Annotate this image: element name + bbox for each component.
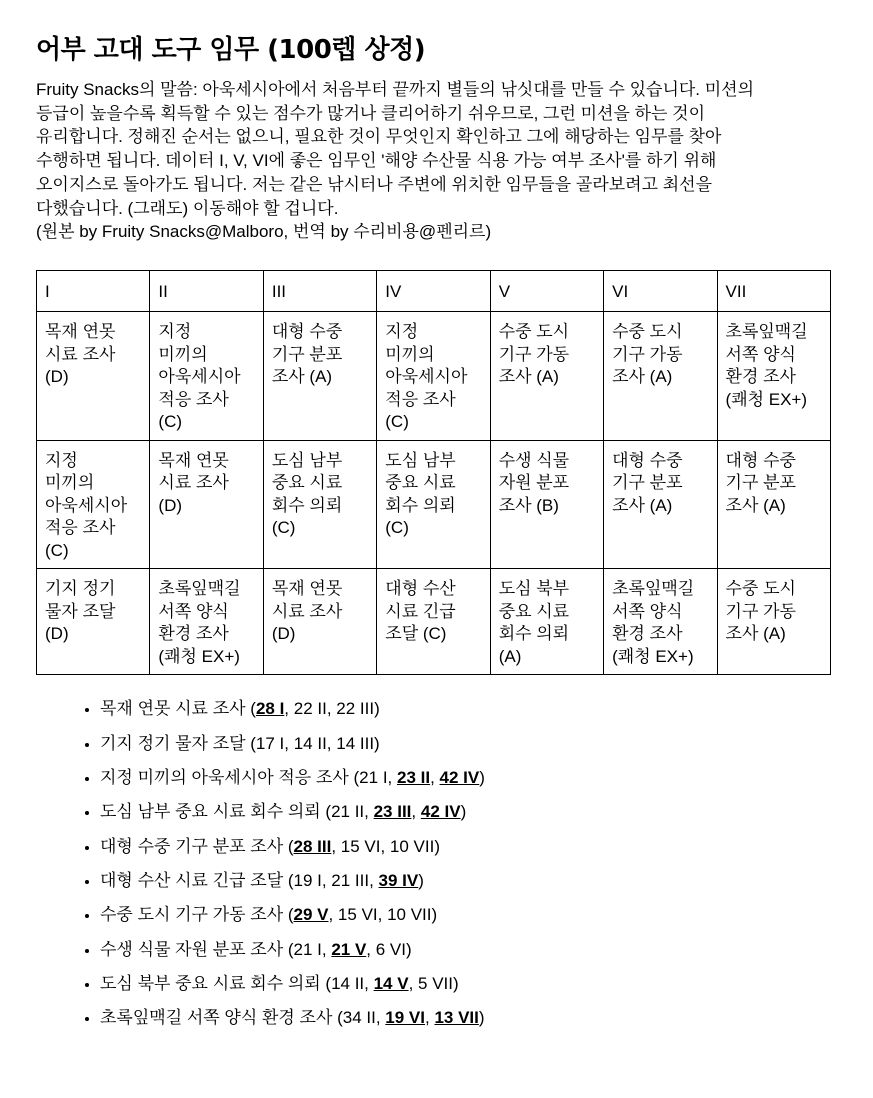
quest-text: 대형 수산 시료 긴급 조달 (19 I, 21 III, bbox=[100, 870, 379, 890]
column-header: V bbox=[490, 270, 603, 312]
list-item bbox=[100, 835, 836, 858]
table-row bbox=[37, 312, 831, 441]
table-row bbox=[37, 440, 831, 569]
list-item bbox=[100, 972, 836, 995]
highlighted-score: 42 IV bbox=[439, 768, 480, 788]
table-cell: 대형 수중 기구 분포 조사 (A) bbox=[604, 440, 717, 569]
intro-line: 수행하면 됩니다. 데이터 I, V, VI에 좋은 임무인 '해양 수산물 식용 가능 여부 조사'를 하기 위해 bbox=[36, 151, 717, 171]
quest-text: ) bbox=[418, 870, 424, 890]
quest-text: 초록잎맥길 서쪽 양식 환경 조사 (34 II, bbox=[100, 1008, 386, 1028]
table-cell: 대형 수산 시료 긴급 조달 (C) bbox=[377, 569, 490, 675]
table-cell: 지정 미끼의 아욱세시아 적응 조사 (C) bbox=[150, 312, 263, 441]
highlighted-score: 23 III bbox=[373, 802, 412, 822]
list-item bbox=[100, 938, 836, 961]
quest-grid-table bbox=[36, 270, 831, 676]
list-item bbox=[100, 869, 836, 892]
table-cell: 기지 정기 물자 조달 (D) bbox=[37, 569, 150, 675]
document-page bbox=[36, 30, 836, 1040]
quest-list bbox=[36, 697, 836, 1029]
credit-line: (원본 by Fruity Snacks@Malboro, 번역 by 수리비용@펜리르) bbox=[36, 222, 492, 242]
highlighted-score: 29 V bbox=[293, 905, 329, 925]
table-cell: 초록잎맥길 서쪽 양식 환경 조사 (쾌청 EX+) bbox=[717, 312, 830, 441]
list-item bbox=[100, 800, 836, 823]
quest-text: , bbox=[425, 1008, 435, 1028]
quest-text: 기지 정기 물자 조달 (17 I, 14 II, 14 III) bbox=[100, 733, 380, 753]
highlighted-score: 23 II bbox=[397, 768, 431, 788]
intro-line: Fruity Snacks의 말씀: 아욱세시아에서 처음부터 끝까지 별들의 낚싯대를 만들 수 있습니다. 미션의 bbox=[36, 80, 754, 99]
quest-text: ) bbox=[479, 768, 485, 788]
intro-line: 등급이 높을수록 획득할 수 있는 점수가 많거나 클리어하기 쉬우므로, 그런 미션을 하는 것이 bbox=[36, 103, 706, 123]
intro-line: 유리합니다. 정해진 순서는 없으니, 필요한 것이 무엇인지 확인하고 그에 해당하는 임무를 찾아 bbox=[36, 127, 722, 147]
table-cell: 도심 남부 중요 시료 회수 의뢰 (C) bbox=[263, 440, 376, 569]
table-cell: 지정 미끼의 아욱세시아 적응 조사 (C) bbox=[377, 312, 490, 441]
table-cell: 목재 연못 시료 조사 (D) bbox=[37, 312, 150, 441]
table-cell: 수중 도시 기구 가동 조사 (A) bbox=[490, 312, 603, 441]
quest-text: 도심 북부 중요 시료 회수 의뢰 (14 II, bbox=[100, 973, 374, 993]
quest-text: 대형 수중 기구 분포 조사 ( bbox=[100, 836, 294, 856]
quest-text: , bbox=[430, 768, 440, 788]
table-cell: 수생 식물 자원 분포 조사 (B) bbox=[490, 440, 603, 569]
table-row bbox=[37, 569, 831, 675]
table-cell: 지정 미끼의 아욱세시아 적응 조사 (C) bbox=[37, 440, 150, 569]
column-header: II bbox=[150, 270, 263, 312]
quest-text: 수생 식물 자원 분포 조사 (21 I, bbox=[100, 939, 332, 959]
list-item bbox=[100, 903, 836, 926]
table-cell: 목재 연못 시료 조사 (D) bbox=[150, 440, 263, 569]
quest-text: , 5 VII) bbox=[408, 973, 459, 993]
highlighted-score: 39 IV bbox=[378, 870, 419, 890]
highlighted-score: 13 VII bbox=[434, 1008, 479, 1028]
quest-text: , 6 VI) bbox=[366, 939, 412, 959]
quest-text: 목재 연못 시료 조사 ( bbox=[100, 699, 256, 719]
table-cell: 초록잎맥길 서쪽 양식 환경 조사 (쾌청 EX+) bbox=[604, 569, 717, 675]
highlighted-score: 21 V bbox=[331, 939, 367, 959]
quest-text: 지정 미끼의 아욱세시아 적응 조사 (21 I, bbox=[100, 768, 397, 788]
column-header: IV bbox=[377, 270, 490, 312]
table-cell: 수중 도시 기구 가동 조사 (A) bbox=[717, 569, 830, 675]
highlighted-score: 19 VI bbox=[385, 1008, 425, 1028]
list-item bbox=[100, 732, 836, 755]
column-header: III bbox=[263, 270, 376, 312]
intro-line: 오이지스로 돌아가도 됩니다. 저는 같은 낚시터나 주변에 위치한 임무들을 골라보려고 최선을 bbox=[36, 174, 712, 194]
quest-text: ) bbox=[478, 1008, 485, 1028]
quest-text: 수중 도시 기구 가동 조사 ( bbox=[100, 905, 294, 925]
highlighted-score: 14 V bbox=[373, 973, 409, 993]
column-header: VII bbox=[717, 270, 830, 312]
list-item bbox=[100, 766, 836, 789]
highlighted-score: 42 IV bbox=[420, 802, 461, 822]
table-cell: 도심 남부 중요 시료 회수 의뢰 (C) bbox=[377, 440, 490, 569]
list-item bbox=[100, 1006, 836, 1029]
highlighted-score: 28 III bbox=[293, 836, 332, 856]
quest-text: 도심 남부 중요 시료 회수 의뢰 (21 II, bbox=[100, 802, 374, 822]
column-header: I bbox=[37, 270, 150, 312]
highlighted-score: 28 I bbox=[255, 699, 285, 719]
table-cell: 도심 북부 중요 시료 회수 의뢰 (A) bbox=[490, 569, 603, 675]
quest-text: , 22 II, 22 III) bbox=[284, 699, 380, 719]
intro-line: 다했습니다. (그래도) 이동해야 할 겁니다. bbox=[36, 198, 339, 218]
quest-text: ) bbox=[460, 802, 467, 822]
quest-text: , 15 VI, 10 VII) bbox=[328, 905, 438, 925]
table-cell: 목재 연못 시료 조사 (D) bbox=[263, 569, 376, 675]
column-header: VI bbox=[604, 270, 717, 312]
intro-paragraph bbox=[36, 78, 836, 244]
table-cell: 대형 수중 기구 분포 조사 (A) bbox=[717, 440, 830, 569]
table-cell: 대형 수중 기구 분포 조사 (A) bbox=[263, 312, 376, 441]
table-header-row bbox=[37, 270, 831, 312]
list-item bbox=[100, 697, 836, 720]
quest-text: , 15 VI, 10 VII) bbox=[331, 836, 440, 856]
table-cell: 초록잎맥길 서쪽 양식 환경 조사 (쾌청 EX+) bbox=[150, 569, 263, 675]
page-title: 어부 고대 도구 임무 (100렙 상정) bbox=[36, 35, 426, 65]
table-cell: 수중 도시 기구 가동 조사 (A) bbox=[604, 312, 717, 441]
quest-text: , bbox=[411, 802, 421, 822]
